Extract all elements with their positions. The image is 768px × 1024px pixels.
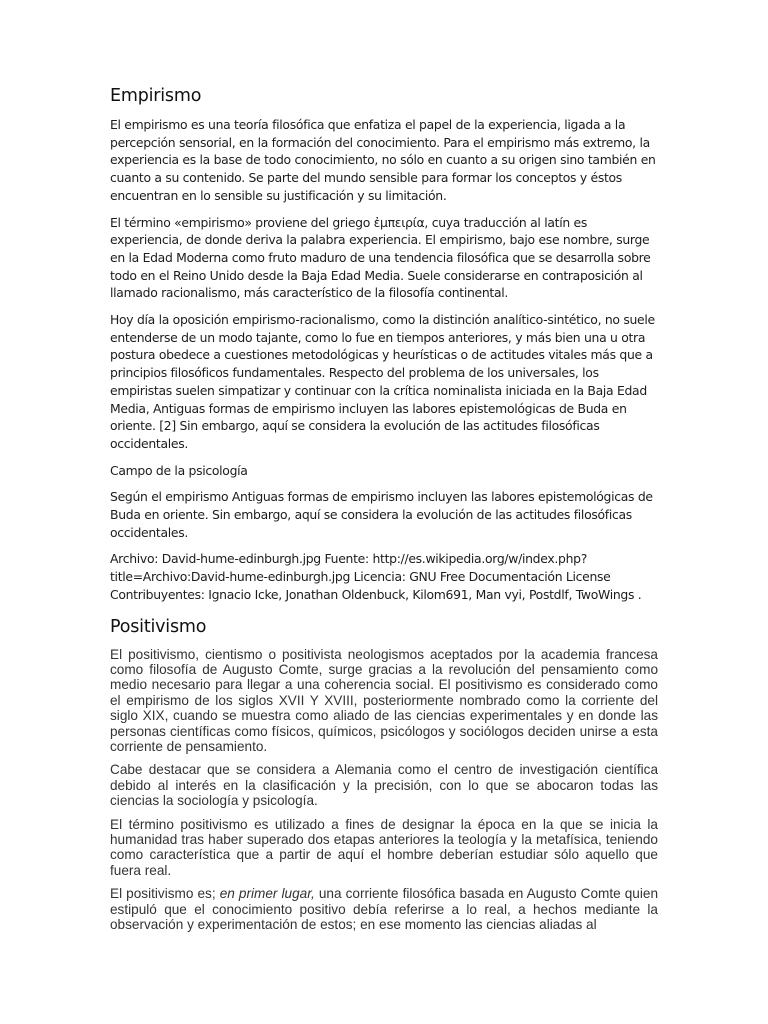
document-page — [110, 86, 658, 940]
label-campo-psicologia: Campo de la psicología — [110, 462, 248, 478]
text-en-primer-lugar: en primer lugar, — [219, 886, 315, 902]
image-attribution — [110, 550, 658, 603]
section-empirismo — [110, 86, 658, 604]
heading-empirismo: Empirismo — [110, 86, 202, 106]
paragraph-empirismo-psicologia: Según el empirismo Antiguas formas de empirismo incluyen las labores epistemológicas de Buda en oriente. Sin embargo, aquí se considera la evolución de las actitudes filosóficas occidentales. — [110, 489, 653, 540]
paragraph-positivismo-alemania: Cabe destacar que se considera a Alemania como el centro de investigación científica debido al interés en la clasificación y la precisión, con lo que se abocaron todas las ciencias la sociología y psicología. — [110, 762, 658, 809]
text-positivismo-es: El positivismo es; — [110, 886, 220, 902]
text-positivismo-rest: una corriente filosófica basada en Augusto Comte quien estipuló que el conocimiento positivo debía referirse a lo real, a hechos mediante la observación y experimentación de estos; en ese momento las ciencias aliadas al — [110, 886, 658, 933]
attribution-line-1: Archivo: David-hume-edinburgh.jpg Fuente: http://es.wikipedia.org/w/index.php? — [110, 551, 587, 567]
attribution-line-3: Contribuyentes: Ignacio Icke, Jonathan Oldenbuck, Kilom691, Man vyi, Postdlf, TwoWings . — [110, 586, 642, 602]
paragraph-positivismo-definicion — [110, 886, 658, 932]
paragraph-empirismo-definition: El empirismo es una teoría filosófica que enfatiza el papel de la experiencia, ligada a la percepción sensorial, en la formación del conocimiento. Para el empirismo más extremo, la experiencia es la base de todo conocimiento, no sólo en cuanto a su origen sino también en cuanto a su contenido. Se parte del mundo sensible para formar los conceptos y éstos encuentran en lo sensible su justificación y su limitación. — [110, 117, 656, 203]
paragraph-positivismo-termino: El término positivismo es utilizado a fines de designar la época en la que se inicia la humanidad tras haber superado dos etapas anteriores la teología y la metafísica, teniendo como característica que a partir de aquí el hombre deberían estudiar sólo aquello que fuera real. — [110, 816, 658, 878]
paragraph-positivismo-intro: El positivismo, cientismo o positivista neologismos aceptados por la academia francesa como filosofía de Augusto Comte, surge gracias a la revolución del pensamiento como medio necesario para llegar a una coherencia social. El positivismo es considerado como el empirismo de los siglos XVII Y XVIII, posteriormente nombrado como la corriente del siglo XIX, cuando se muestra como aliado de las ciencias experimentales y en donde las personas científicas como físicos, químicos, psicólogos y sociólogos deciden unirse a esta corriente de pensamiento. — [110, 646, 658, 755]
heading-positivismo: Positivismo — [110, 616, 207, 637]
paragraph-empirismo-opposition: Hoy día la oposición empirismo-racionalismo, como la distinción analítico-sintético, no suele entenderse de un modo tajante, como lo fue en tiempos anteriores, y más bien una u otra postura obedece a cuestiones metodológicas y heurísticas o de actitudes vitales más que a principios filosóficos fundamentales. Respecto del problema de los universales, los empiristas suelen simpatizar y continuar con la crítica nominalista iniciada en la Baja Edad Media, Antiguas formas de empirismo incluyen las labores epistemológicas de Buda en oriente. [2] Sin embargo, aquí se considera la evolución de las actitudes filosóficas occidentales. — [110, 312, 655, 451]
section-positivismo — [110, 617, 658, 933]
paragraph-empirismo-etymology: El término «empirismo» proviene del griego ἐμπειρία, cuya traducción al latín es experiencia, de donde deriva la palabra experiencia. El empirismo, bajo ese nombre, surge en la Edad Moderna como fruto maduro de una tendencia filosófica que se desarrolla sobre todo en el Reino Unido desde la Baja Edad Media. Suele considerarse en contraposición al llamado racionalismo, más característico de la filosofía continental. — [110, 214, 651, 301]
attribution-line-2: title=Archivo:David-hume-edinburgh.jpg Licencia: GNU Free Documentación License — [110, 569, 611, 585]
